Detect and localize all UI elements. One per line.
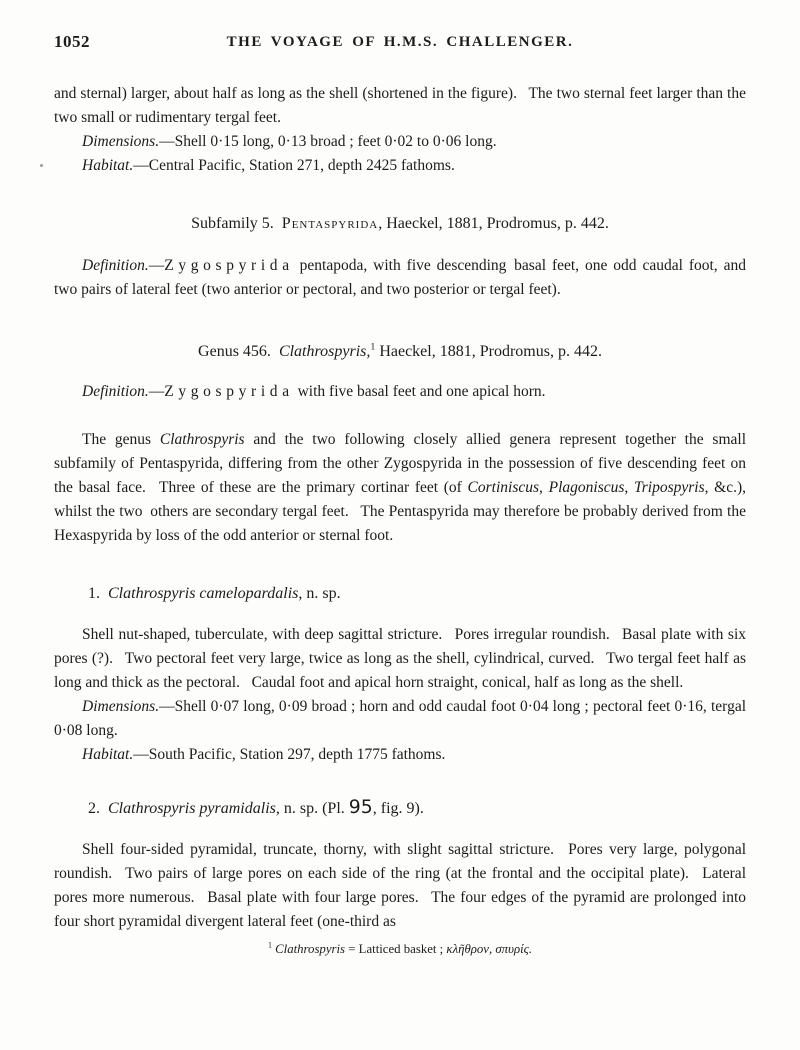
species-1-dimensions: Dimensions.—Shell 0·07 long, 0·09 broad ; horn and odd caudal foot 0·04 long ; pectoral feet 0·16, tergal 0·08 long.	[54, 698, 746, 739]
ink-speck-artifact	[40, 164, 43, 167]
page-number: 1052	[54, 32, 90, 51]
genus-definition: Definition.—Zygospyrida with five basal feet and one apical horn.	[82, 383, 546, 400]
habitat-wrap-prev	[54, 154, 746, 178]
species-2-heading: 2. Clathrospyris pyramidalis, n. sp. (Pl. 95, fig. 9).	[88, 796, 424, 818]
running-head: THE VOYAGE OF H.M.S. CHALLENGER.	[226, 34, 574, 50]
subfamily-definition: Definition.—Zygospyrida pentapoda, with five descending basal feet, one odd caudal foot, and two pairs of lateral feet (two anterior or pectoral, and two posterior or tergal feet).	[54, 257, 746, 298]
habitat-line-prev: Habitat.—Central Pacific, Station 271, depth 2425 fathoms.	[82, 157, 455, 174]
species-1-heading: 1. Clathrospyris camelopardalis, n. sp.	[88, 585, 341, 602]
genus-heading: Genus 456. Clathrospyris,$^1$ Haeckel, 1881, Prodromus, p. 442.	[198, 341, 602, 360]
footnote: $^1$ Clathrospyris = Latticed basket ; κλῆθρον, σπυρίς.	[267, 940, 533, 956]
species-1-description: Shell nut-shaped, tuberculate, with deep sagittal stricture. Pores irregular roundish. Basal plate with six pores (?). Two pectoral feet very large, twice as long as the shell, cylindrical, curved. Two tergal feet half as long and thick as the pectoral. Caudal foot and apical horn straight, conical, half as long as the shell.	[54, 626, 746, 691]
genus-discussion: The genus Clathrospyris and the two following closely allied genera represent together the small subfamily of Pentaspyrida, differing from the other Zygospyrida in the possession of five descending feet on the basal face. Three of these are the primary cortinar feet (of Cortiniscus, Plagoniscus, Tripospyris, &c.), whilst the two others are secondary tergal feet. The Pentaspyrida may therefore be probably derived from the Hexaspyrida by loss of the odd anterior or sternal foot.	[54, 431, 747, 544]
continuation-paragraph: and sternal) larger, about half as long as the shell (shortened in the figure). The two sternal feet larger than the two small or rudimentary tergal feet.	[54, 85, 746, 126]
species-1-habitat: Habitat.—South Pacific, Station 297, depth 1775 fathoms.	[82, 746, 446, 763]
subfamily-heading: Subfamily 5. Pentaspyrida, Haeckel, 1881, Prodromus, p. 442.	[191, 215, 609, 232]
page-header	[54, 30, 746, 54]
dimensions-line-prev: Dimensions.—Shell 0·15 long, 0·13 broad ; feet 0·02 to 0·06 long.	[82, 133, 497, 150]
species-2-description: Shell four-sided pyramidal, truncate, thorny, with slight sagittal stricture. Pores very large, polygonal roundish. Two pairs of large pores on each side of the ring (at the frontal and the occipital plate). Lateral pores more numerous. Basal plate with four large pores. The four edges of the pyramid are prolonged into four short pyramidal divergent lateral feet (one-third as	[54, 841, 746, 930]
